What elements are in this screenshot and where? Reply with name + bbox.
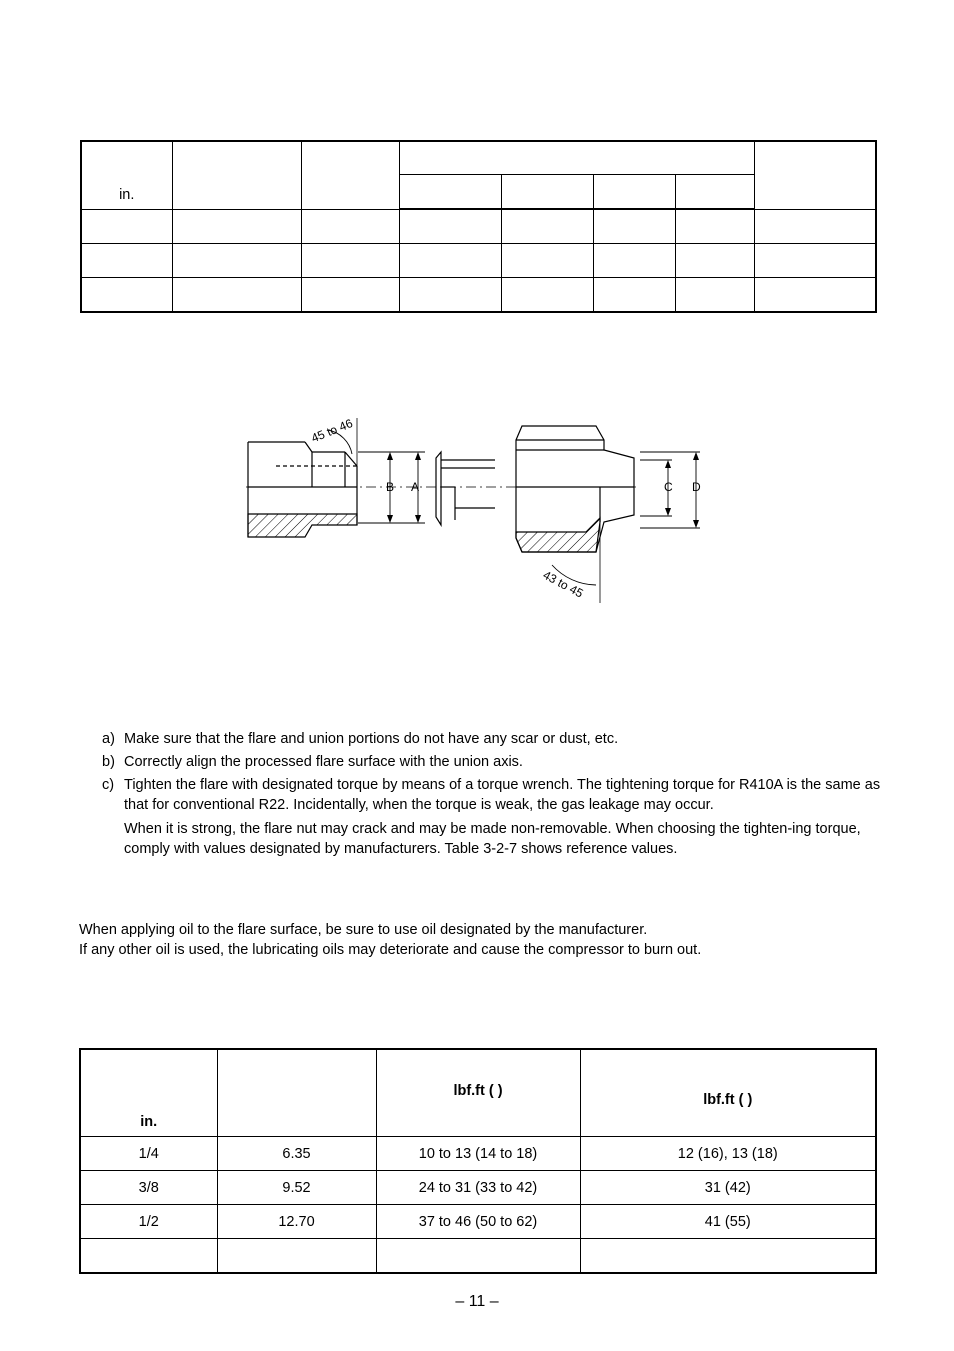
flare-nut [516, 426, 634, 552]
table-row: 1/2 12.70 37 to 46 (50 to 62) 41 (55) [80, 1205, 876, 1239]
table1-header-cell [172, 141, 301, 209]
table1-group-header [399, 141, 754, 175]
table1-unit-header: in. [81, 141, 172, 209]
label-b: B [386, 480, 395, 494]
table1-subheader [675, 175, 754, 210]
label-d: D [692, 480, 701, 494]
table-row: 3/8 9.52 24 to 31 (33 to 42) 31 (42) [80, 1171, 876, 1205]
flare-diagram [240, 395, 701, 620]
torque-table-header-torque: lbf.ft ( ) [376, 1049, 580, 1137]
list-item-continuation: When it is strong, the flare nut may crack and may be made non-removable. When choosing the tighten-ing torque, comply with values designated by manufacturers. Table 3-2-7 shows reference values. [124, 821, 861, 857]
torque-table-header-mm [217, 1049, 376, 1137]
flare-dimension-table [80, 140, 877, 313]
table-row [81, 209, 876, 244]
flared-pipe [248, 442, 357, 537]
table-row [81, 278, 876, 313]
list-item: c) Tighten the flare with designated torque by means of a torque wrench. The tightening torque for R410A is the same as that for conventional R22. Incidentally, when the torque is weak, the gas leakage may occur. [102, 777, 881, 813]
union-fitting [436, 452, 495, 525]
oil-note-line-1: When applying oil to the flare surface, be sure to use oil designated by the manufacturer. [79, 922, 648, 938]
label-a: A [411, 480, 420, 494]
table1-header-cell [754, 141, 876, 209]
table1-subheader [593, 175, 675, 210]
table-row [81, 244, 876, 278]
instruction-list [102, 729, 882, 859]
torque-table-header-reference: lbf.ft ( ) [580, 1049, 876, 1137]
angle-bottom-label: 43 to 45 [540, 567, 586, 601]
list-item: a) Make sure that the flare and union portions do not have any scar or dust, etc. [102, 731, 619, 747]
angle-top-label: 45 to 46 [309, 416, 355, 446]
page-number: – 11 – [455, 1293, 499, 1310]
table-row [80, 1239, 876, 1274]
table-row: 1/4 6.35 10 to 13 (14 to 18) 12 (16), 13 (18) [80, 1137, 876, 1171]
table1-header-cell [301, 141, 399, 209]
label-c: C [664, 480, 673, 494]
table1-subheader [501, 175, 593, 210]
oil-note [79, 920, 879, 960]
torque-table-header-inch: in. [80, 1049, 217, 1137]
list-item: b) Correctly align the processed flare surface with the union axis. [102, 754, 523, 770]
table1-subheader [399, 175, 501, 210]
oil-note-line-2: If any other oil is used, the lubricating oils may deteriorate and cause the compressor to burn out. [79, 942, 702, 958]
torque-table [79, 1048, 877, 1274]
